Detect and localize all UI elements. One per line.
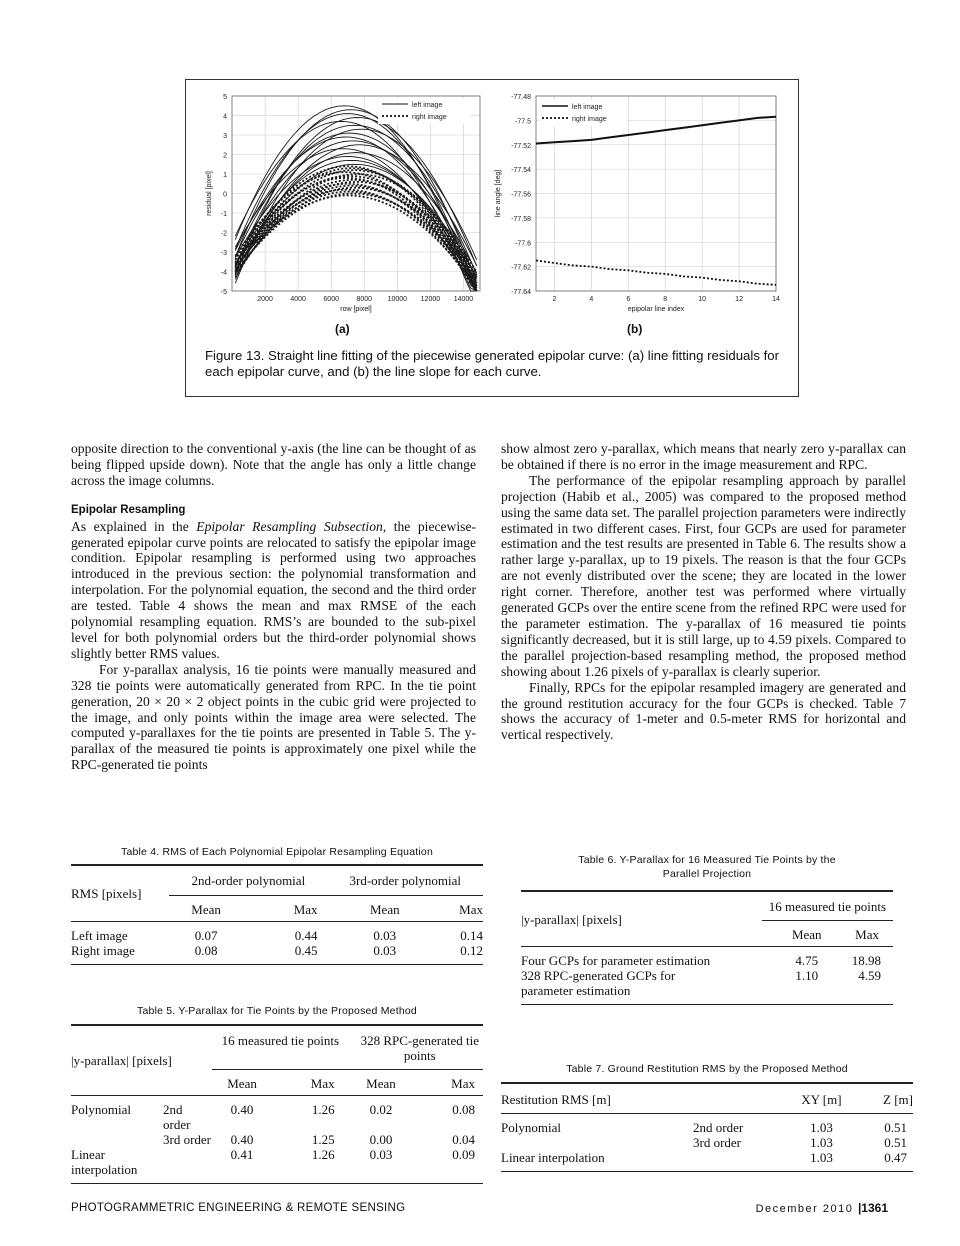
table-4-sub-mean-1: Mean xyxy=(169,896,243,922)
table-6-caption: Table 6. Y-Parallax for 16 Measured Tie Points by the Parallel Projection xyxy=(578,854,836,880)
subsection-reference: Epipolar Resampling Subsection xyxy=(196,518,383,534)
x-tick-label: 2 xyxy=(552,296,557,303)
legend-label: left image xyxy=(572,104,603,111)
table-4-caption: Table 4. RMS of Each Polynomial Epipolar Resampling Equation xyxy=(121,846,433,858)
table-row: Polynomial 2nd order 0.40 1.26 0.02 0.08 xyxy=(71,1102,475,1132)
x-tick-label: 8 xyxy=(663,296,668,303)
y-tick-label: 5 xyxy=(223,94,227,101)
left-para-3: For y-parallax analysis, 16 tie points were manually measured and 328 tie points were automatically generated from RPC. In the tie point generation, 20 × 20 × 2 object points in the cubic grid were projected to the image, and only points within the image area were selected. The computed y-parallaxes for the tie points are presented in Table 5. The y-parallax of the measured tie points is approximately one pixel while the RPC-generated tie points xyxy=(71,661,476,773)
y-tick-label: -5 xyxy=(220,289,227,296)
section-heading: Epipolar Resampling xyxy=(71,503,186,516)
table-4-group-1: 2nd-order polynomial xyxy=(191,873,306,888)
table-7 xyxy=(501,1082,913,1172)
table-row: Four GCPs for parameter estimation 4.75 18.98 xyxy=(521,953,881,968)
y-tick-label: 2 xyxy=(223,152,227,160)
figure-label-a: (a) xyxy=(335,322,350,336)
y-axis-label: residual [pixel] xyxy=(206,171,213,216)
right-para-2: The performance of the epipolar resampling approach by parallel projection (Habib et al., 2005) was compared to the proposed method using the same data set. The parallel projection parameters were indirectly estimated in two different cases. First, four GCPs are used for parameter estimation and the test results are presented in Table 6. The results show a rather large y-parallax, up to 19 pixels. The reason is that the four GCPs are not evenly distributed over the scene; they are located in the lower right corner. Therefore, another test was performed where virtually generated GCPs over the entire scene from the refined RPC were used for the parameter estimation. The y-parallax of 16 measured tie points significantly decreased, but it is still large, up to 4.59 pixels. Compared to the parallel projection-based resampling method, the proposed method showing about 1.26 pixels of y-parallax is clearly superior. xyxy=(501,472,906,679)
table-5: |y-parallax| [pixels] 16 measured tie points 328 RPC-generated tie points Mean Max Mean Max Polynomial 2nd order 0.40 1.26 0.02 0.08 3rd order 0.40 1.25 0.00 0.04 Linear interpolation 0.41 1.26 0.03 0.09 xyxy=(71,1024,483,1184)
left-column xyxy=(71,441,476,773)
y-tick-label: 4 xyxy=(223,113,227,121)
figure-label-b: (b) xyxy=(627,322,643,336)
x-tick-label: 14 xyxy=(772,296,780,303)
y-tick-label: 3 xyxy=(223,133,227,140)
x-tick-label: 12000 xyxy=(420,296,441,303)
x-tick-label: 10000 xyxy=(387,296,408,303)
x-tick-label: 4 xyxy=(589,296,594,303)
page-number: 1361 xyxy=(861,1201,888,1215)
legend-label: right image xyxy=(412,114,447,121)
left-para-2: As explained in the Epipolar Resampling Subsection, the piecewise-generated epipolar curve points are relocated to satisfy the epipolar image condition. Epipolar resampling is performed using two approaches introduced in the previous section: the polynomial transformation and interpolation. For the polynomial equation, the second and the third order are tested. Table 4 shows the mean and max RMSE of the each polynomial resampling equation. RMS’s are bounded to the sub-pixel level for both polynomial orders but the third-order polynomial shows slightly better RMS values. xyxy=(71,518,476,661)
table-5-group-2: 328 RPC-generated tie points xyxy=(360,1033,480,1063)
table-6-group: 16 measured tie points xyxy=(768,899,887,914)
x-tick-label: 4000 xyxy=(290,296,306,303)
x-tick-label: 2000 xyxy=(257,296,273,303)
y-tick-label: -77.48 xyxy=(511,94,531,101)
table-row: 3rd order 1.03 0.51 xyxy=(693,1135,907,1150)
series-line-right xyxy=(536,261,776,285)
y-tick-label: -77.58 xyxy=(511,215,531,223)
issue-date: December 2010 xyxy=(755,1203,854,1215)
right-para-3: Finally, RPCs for the epipolar resampled imagery are generated and the ground restitution accuracy for the four GCPs is checked. Table 7 shows the accuracy of 1-meter and 0.5-meter RMS for horizontal and vertical respectively. xyxy=(501,679,906,743)
legend-label: right image xyxy=(572,116,607,123)
table-row: 3rd order 0.40 1.25 0.00 0.04 xyxy=(163,1132,475,1147)
right-para-1: show almost zero y-parallax, which means that nearly zero y-parallax can be obtained if there is no error in the image measurement and RPC. xyxy=(501,441,906,472)
y-tick-label: 1 xyxy=(223,172,227,179)
table-7-head-z: Z [m] xyxy=(883,1092,913,1107)
table-4-sub-max-1: Max xyxy=(243,896,328,922)
table-5-group-1: 16 measured tie points xyxy=(221,1033,340,1048)
x-axis-label: epipolar line index xyxy=(627,306,685,313)
y-tick-label: -77.6 xyxy=(515,240,531,248)
x-tick-label: 12 xyxy=(735,296,743,303)
legend-label: left image xyxy=(412,102,443,109)
y-tick-label: -77.5 xyxy=(515,118,531,126)
x-tick-label: 10 xyxy=(698,296,707,303)
table-4-sub-mean-2: Mean xyxy=(328,896,428,922)
table-7-head-xy: XY [m] xyxy=(801,1092,842,1107)
table-6-corner: |y-parallax| [pixels] xyxy=(521,891,762,947)
y-tick-label: -1 xyxy=(220,211,227,218)
table-row: Linear interpolation 1.03 0.47 xyxy=(501,1150,913,1172)
table-row: 328 RPC-generated GCPs for parameter estimation 1.10 4.59 xyxy=(521,968,893,1005)
table-5-caption: Table 5. Y-Parallax for Tie Points by the Proposed Method xyxy=(137,1005,417,1017)
series-curve-right xyxy=(235,188,476,279)
table-7-head-label: Restitution RMS [m] xyxy=(501,1092,611,1107)
chart-a xyxy=(200,88,490,323)
y-tick-label: -77.64 xyxy=(511,289,531,296)
table-4 xyxy=(71,864,483,965)
y-tick-label: -3 xyxy=(220,250,227,257)
y-tick-label: -2 xyxy=(220,230,227,238)
journal-name: PHOTOGRAMMETRIC ENGINEERING & REMOTE SENSING xyxy=(71,1202,406,1214)
right-column xyxy=(501,441,906,743)
y-tick-label: -77.62 xyxy=(511,264,531,272)
x-axis-label: row [pixel] xyxy=(340,306,372,313)
table-row: Left image 0.07 0.44 0.03 0.14 xyxy=(71,928,483,943)
y-tick-label: -77.52 xyxy=(511,142,531,150)
y-tick-label: -77.56 xyxy=(511,191,531,199)
table-7-caption: Table 7. Ground Restitution RMS by the Proposed Method xyxy=(566,1063,848,1075)
table-row: Linear interpolation 0.41 1.26 0.03 0.09 xyxy=(71,1147,483,1184)
x-tick-label: 6 xyxy=(626,296,631,303)
y-tick-label: -4 xyxy=(220,269,227,277)
y-tick-label: 0 xyxy=(223,191,227,199)
table-4-group-2: 3rd-order polynomial xyxy=(349,873,462,888)
figure-caption: Figure 13. Straight line fitting of the piecewise generated epipolar curve: (a) line fitting residuals for each epipolar curve, and (b) the line slope for each curve. xyxy=(205,348,779,379)
table-row: Polynomial 2nd order 1.03 0.51 xyxy=(501,1120,907,1135)
y-axis-label: line angle [deg] xyxy=(495,169,502,218)
table-4-sub-max-2: Max xyxy=(428,896,483,922)
chart-b xyxy=(490,88,790,323)
left-para-1: opposite direction to the conventional y-axis (the line can be thought of as being flipped upside down). Note that the angle has only a little change across the image columns. xyxy=(71,441,476,488)
x-tick-label: 14000 xyxy=(453,296,474,303)
table-5-corner: |y-parallax| [pixels] xyxy=(71,1025,212,1096)
x-tick-label: 8000 xyxy=(356,296,373,303)
page-footer: December 2010 |1361 xyxy=(755,1201,888,1215)
table-4-corner: RMS [pixels] xyxy=(71,865,169,922)
table-6: |y-parallax| [pixels] 16 measured tie points Mean Max Four GCPs for parameter estimation 4.75 18.98 328 RPC-generated GCPs for parameter estimation 1.10 4.59 xyxy=(521,890,893,1005)
y-tick-label: -77.54 xyxy=(511,167,531,175)
table-row: Right image 0.08 0.45 0.03 0.12 xyxy=(71,943,483,965)
x-tick-label: 6000 xyxy=(323,296,339,303)
